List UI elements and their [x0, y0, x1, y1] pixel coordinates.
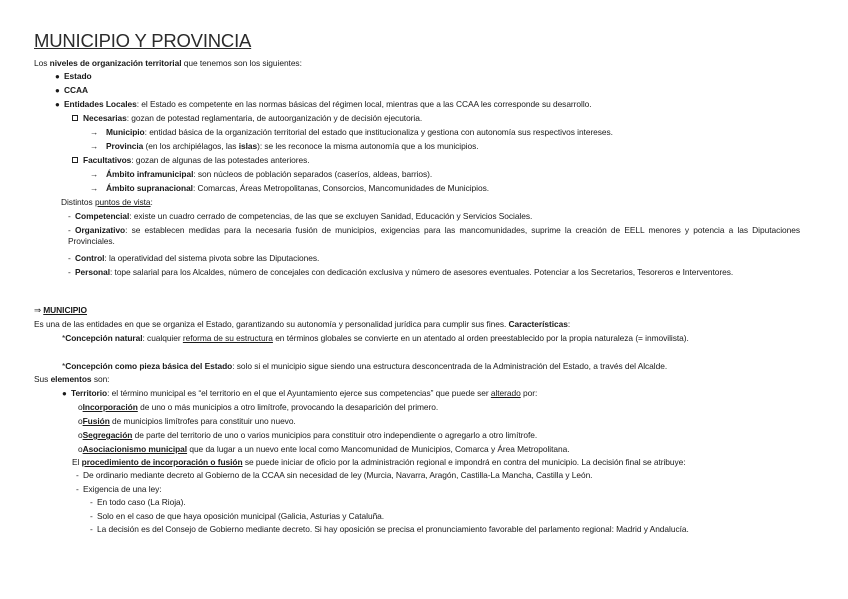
provincia-def-line [90, 141, 479, 152]
fusion-line [78, 416, 296, 427]
fusion-text: de municipios limítrofes para constituir uno nuevo. [109, 416, 296, 426]
control-line [68, 253, 319, 264]
level-ccaa [55, 85, 88, 96]
asterisk-bullet: * [62, 333, 66, 343]
level-entidades [55, 99, 592, 110]
circle-bullet: o [78, 416, 83, 426]
dash-bullet: - [90, 511, 93, 521]
necesarias-line [72, 113, 422, 124]
facultativos-label: Facultativos [83, 155, 132, 165]
concepcion-natural-post: en términos globales se convierte en un atentado al orden preestablecido por la propia naturaleza (= inmovilista). [272, 333, 689, 343]
municipio-def-text: Es una de las entidades en que se organiza el Estado, garantizando su autonomía y personalidad jurídica para cumplir sus fines. [34, 319, 509, 329]
segregacion-line [78, 430, 537, 441]
dash-bullet: - [90, 497, 93, 507]
inframunicipal-line [90, 169, 432, 180]
municipio-heading-text: MUNICIPIO [43, 305, 88, 315]
organizativo-text: : se establecen medidas para la necesaria fusión de municipios, exigencias para las mancomunidades, suprime la creación de EELL menores y potencia a las Diputaciones Provinciales. [68, 225, 800, 246]
decision-ordinaria-line [76, 470, 592, 481]
municipio-label: Municipio [106, 127, 145, 137]
circle-bullet: o [78, 444, 83, 454]
puntos-post: : [150, 197, 153, 207]
dash-bullet: - [76, 484, 79, 494]
caracteristicas-post: : [567, 319, 571, 329]
exigencia-ley-text: Exigencia de una ley: [83, 484, 162, 494]
facultativos-line [72, 155, 310, 166]
todo-caso-text: En todo caso (La Rioja). [97, 497, 186, 507]
necesarias-text: : gozan de potestad reglamentaria, de autoorganización y de decisión ejecutoria. [126, 113, 423, 123]
decision-ordinaria-text: De ordinario mediante decreto al Gobierno de la CCAA sin necesidad de ley (Murcia, Navarra, Aragón, Castilla-La Mancha, Castilla y León. [83, 470, 593, 480]
concepcion-natural-pre: : cualquier [142, 333, 183, 343]
control-text: : la operatividad del sistema pivota sobre las Diputaciones. [104, 253, 320, 263]
intro-post: que tenemos son los siguientes: [181, 58, 302, 68]
bullet-icon: ● [55, 86, 60, 95]
territorio-pre: : el término municipal es “el territorio en el que el Ayuntamiento ejerce sus competencias” que puede ser [107, 388, 491, 398]
arrow-right-icon: → [90, 183, 99, 193]
segregacion-text: de parte del territorio de uno o varios municipios para constituir otro independiente o agregarlo a otro limítrofe. [132, 430, 538, 440]
organizativo-line [68, 225, 800, 247]
personal-label: Personal [75, 267, 110, 277]
elementos-pre: Sus [34, 374, 51, 384]
asociacionismo-line [78, 444, 570, 455]
incorporacion-text: de uno o más municipios a otro limítrofe, provocando la desaparición del primero. [137, 402, 439, 412]
square-bullet-icon [72, 157, 78, 163]
dash-bullet: - [68, 253, 71, 263]
page-title: MUNICIPIO Y PROVINCIA [34, 30, 252, 51]
inframunicipal-label: Ámbito inframunicipal [106, 169, 194, 179]
dash-bullet: - [68, 267, 71, 277]
supranacional-line [90, 183, 489, 194]
municipio-text: : entidad básica de la organización territorial del estado que institucionaliza y gestiona con autonomía sus respectivos intereses. [144, 127, 613, 137]
asociacionismo-text: que da lugar a un nuevo ente local como Mancomunidad de Municipios, Comarca y Área Metropolitana. [187, 444, 570, 454]
circle-bullet: o [78, 402, 83, 412]
incorporacion-label: Incorporación [82, 402, 138, 412]
concepcion-pieza-line [62, 361, 667, 372]
supranacional-text: : Comarcas, Áreas Metropolitanas, Consorcios, Mancomunidades de Municipios. [192, 183, 489, 193]
facultativos-text: : gozan de algunas de las potestades anteriores. [131, 155, 310, 165]
intro-bold: niveles de organización territorial [49, 58, 182, 68]
provincia-post: ): se les reconoce la misma autonomía que a los municipios. [257, 141, 479, 151]
concepcion-pieza-label: Concepción como pieza básica del Estado [65, 361, 233, 371]
procedimiento-line [72, 457, 686, 468]
necesarias-label: Necesarias [83, 113, 127, 123]
procedimiento-pre: El [72, 457, 82, 467]
bullet-icon: ● [55, 72, 60, 81]
control-label: Control [75, 253, 105, 263]
territorio-post: por: [520, 388, 538, 398]
bullet-icon: ● [62, 389, 67, 398]
oposicion-text: Solo en el caso de que haya oposición municipal (Galicia, Asturias y Cataluña. [97, 511, 385, 521]
asterisk-bullet: * [62, 361, 66, 371]
circle-bullet: o [78, 430, 83, 440]
asociacionismo-label: Asociacionismo municipal [82, 444, 188, 454]
provincia-label: Provincia [106, 141, 144, 151]
dash-bullet: - [68, 211, 71, 221]
fusion-label: Fusión [82, 416, 110, 426]
intro-pre: Los [34, 58, 50, 68]
dash-bullet: - [68, 225, 71, 235]
level-ccaa-label: CCAA [64, 85, 88, 95]
elementos-label: elementos [50, 374, 92, 384]
procedimiento-label: procedimiento de incorporación o fusión [81, 457, 243, 467]
competencial-text: : existe un cuadro cerrado de competencias, de las que se excluyen Sanidad, Educación y Servicios Sociales. [129, 211, 533, 221]
municipio-heading [34, 305, 87, 316]
competencial-line [68, 211, 532, 222]
arrow-right-icon: → [90, 141, 99, 151]
square-bullet-icon [72, 115, 78, 121]
organizativo-label: Organizativo [75, 225, 126, 235]
inframunicipal-text: : son núcleos de población separados (caseríos, aldeas, barrios). [193, 169, 433, 179]
incorporacion-line [78, 402, 438, 413]
procedimiento-text: se puede iniciar de oficio por la administración regional e impondrá en contra del municipio. La decisión final se atribuye: [242, 457, 686, 467]
puntos-pre: Distintos [61, 197, 95, 207]
concepcion-natural-line [62, 333, 800, 344]
implies-arrow-icon: ⇒ [34, 305, 41, 315]
concepcion-natural-label: Concepción natural [65, 333, 143, 343]
puntos-underlined: puntos de vista [94, 197, 151, 207]
islas-label: islas [238, 141, 258, 151]
personal-line [68, 267, 800, 278]
arrow-right-icon: → [90, 127, 99, 137]
territorio-label: Territorio [71, 388, 108, 398]
exigencia-ley-line [76, 484, 162, 495]
reforma-underlined: reforma de su estructura [182, 333, 273, 343]
territorio-line [62, 388, 537, 399]
level-estado-label: Estado [64, 71, 92, 81]
elementos-post: son: [91, 374, 110, 384]
personal-text: : tope salarial para los Alcaldes, número de concejales con dedicación exclusiva y número de asesores eventuales. Potenciar a los Secretarios, Tesoreros e Interventores. [109, 267, 734, 277]
dash-bullet: - [90, 524, 93, 534]
arrow-right-icon: → [90, 169, 99, 179]
segregacion-label: Segregación [82, 430, 133, 440]
caracteristicas-label: Características [508, 319, 568, 329]
municipio-def-paragraph [34, 319, 570, 330]
level-entidades-label: Entidades Locales [64, 99, 137, 109]
puntos-line [61, 197, 153, 208]
consejo-gobierno-line [90, 524, 800, 535]
concepcion-pieza-text: : solo si el municipio sigue siendo una estructura desconcentrada de la Administración del Estado, a través del Alcalde. [232, 361, 668, 371]
bullet-icon: ● [55, 100, 60, 109]
level-estado [55, 71, 92, 82]
todo-caso-line [90, 497, 186, 508]
intro-line [34, 58, 302, 69]
consejo-gobierno-text: La decisión es del Consejo de Gobierno mediante decreto. Si hay oposición se precisa el pronunciamiento favorable del parlamento regional: Madrid y Andalucía. [97, 524, 689, 534]
municipio-def-line [90, 127, 613, 138]
competencial-label: Competencial [75, 211, 130, 221]
alterado-underlined: alterado [490, 388, 521, 398]
level-entidades-text: : el Estado es competente en las normas básicas del régimen local, mientras que a las CCAA les corresponde su desarrollo. [136, 99, 592, 109]
oposicion-line [90, 511, 384, 522]
supranacional-label: Ámbito supranacional [106, 183, 193, 193]
elementos-line [34, 374, 109, 385]
provincia-mid: (en los archipiélagos, las [143, 141, 239, 151]
dash-bullet: - [76, 470, 79, 480]
